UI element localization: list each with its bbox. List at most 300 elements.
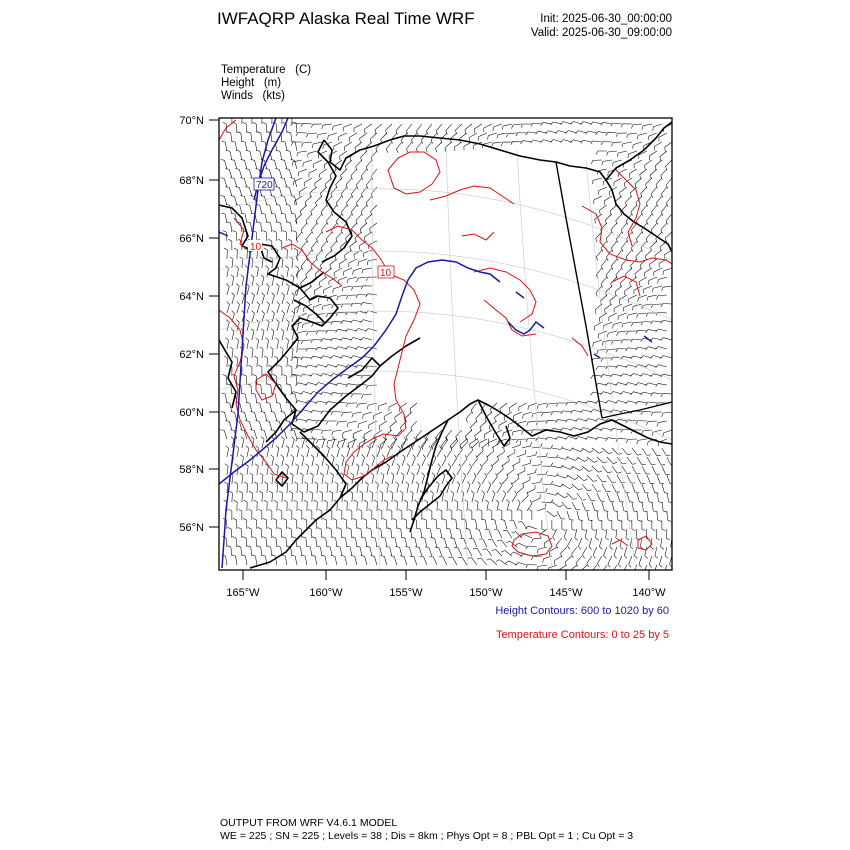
wind-barb	[479, 439, 487, 443]
wind-barb-flag	[293, 518, 297, 520]
wind-barb	[308, 151, 317, 153]
wind-barb-flag	[466, 419, 468, 423]
wind-barb	[386, 520, 387, 529]
wind-barb	[296, 214, 302, 220]
wind-barb	[267, 250, 268, 259]
wind-barb-flag	[585, 538, 588, 540]
wind-barb-flag	[451, 491, 454, 493]
wind-barb-flag	[302, 143, 303, 147]
wind-barb	[328, 439, 337, 441]
wind-barb	[343, 355, 352, 358]
wind-barb-flag	[284, 248, 287, 250]
wind-barb	[608, 151, 617, 152]
wind-barb	[259, 421, 262, 430]
wind-barb	[528, 564, 537, 565]
wind-barb	[600, 295, 607, 301]
wind-barb-flag	[602, 572, 604, 575]
wind-barb	[654, 142, 662, 147]
wind-barb-flag	[257, 132, 261, 133]
wind-barb	[627, 475, 631, 483]
wind-barb	[328, 364, 337, 367]
wind-barb	[225, 142, 227, 151]
wind-barb	[241, 529, 242, 538]
wind-barb	[323, 124, 332, 125]
wind-barb-flag	[251, 196, 255, 197]
wind-barb	[613, 391, 622, 394]
wind-barb	[568, 419, 577, 421]
wind-barb	[333, 356, 342, 358]
wind-barb	[601, 259, 606, 266]
wind-barb-flag	[561, 411, 563, 414]
wind-barb-flag	[428, 509, 432, 511]
wind-barb	[363, 320, 372, 322]
wind-barb	[604, 196, 612, 201]
wind-barb	[360, 223, 367, 229]
wind-barb-flag	[253, 374, 257, 376]
wind-barb	[232, 349, 233, 358]
wind-barb-flag	[601, 392, 604, 395]
wind-barb	[592, 466, 598, 472]
wind-barb-flag	[228, 509, 232, 511]
wind-barb-flag	[590, 450, 593, 452]
wind-barb	[368, 294, 377, 295]
wind-barb	[665, 142, 672, 147]
wind-barb	[294, 178, 297, 187]
wind-barb	[292, 313, 295, 322]
wind-barb-flag	[357, 528, 361, 529]
wind-barb	[598, 169, 607, 171]
wind-barb-flag	[270, 473, 273, 475]
wind-barb-flag	[656, 538, 659, 540]
wind-barb	[667, 511, 668, 520]
wind-barb	[487, 451, 494, 457]
wind-barb-flag	[498, 509, 502, 511]
wind-barb	[587, 511, 589, 520]
wind-barb	[304, 178, 312, 183]
wind-barb	[246, 538, 247, 547]
wind-barb	[470, 421, 476, 427]
wind-barb	[600, 205, 607, 210]
wind-barb-flag	[573, 498, 577, 499]
wind-barb	[277, 286, 279, 295]
wind-barb	[657, 493, 659, 502]
wind-barb	[618, 365, 627, 367]
wind-barb-flag	[263, 230, 267, 232]
wind-barb	[604, 547, 607, 555]
wind-barb-flag	[353, 518, 357, 520]
wind-barb	[497, 469, 503, 475]
wind-barb	[643, 392, 652, 394]
wind-barb-flag	[304, 500, 307, 502]
wind-barb	[293, 392, 302, 394]
wind-barb	[308, 382, 317, 385]
wind-barb	[489, 530, 492, 538]
wind-barb	[649, 277, 657, 281]
wind-barb-flag	[248, 365, 252, 367]
wind-barb-flag	[226, 150, 230, 151]
wind-barb	[633, 339, 642, 340]
wind-barb	[316, 232, 322, 239]
wind-barb-flag	[518, 509, 522, 511]
wind-barb	[603, 375, 612, 376]
wind-barb	[330, 259, 337, 265]
init-time: Init: 2025-06-30_00:00:00	[540, 13, 672, 25]
wind-barb-flag	[576, 563, 578, 567]
wind-barb	[346, 538, 347, 547]
wind-barb	[611, 223, 617, 230]
wind-barb	[280, 151, 282, 160]
wind-barb-flag	[618, 316, 619, 320]
wind-barb	[435, 538, 437, 547]
wind-barb	[282, 295, 285, 304]
wind-barb	[227, 448, 229, 457]
wind-barb	[462, 459, 467, 466]
wind-barb	[297, 448, 299, 457]
wind-barb-flag	[306, 332, 308, 336]
wind-barb	[542, 502, 551, 503]
wind-barb-flag	[327, 528, 331, 530]
wind-barb-flag	[241, 412, 245, 413]
wind-barb	[297, 304, 300, 313]
wind-barb-flag	[416, 482, 419, 485]
wind-barb-flag	[271, 329, 274, 332]
wind-barb-flag	[478, 482, 481, 485]
lon-label: 155°W	[389, 587, 423, 599]
wind-barb	[305, 286, 312, 291]
wind-barb-flag	[244, 356, 247, 358]
wind-barb	[656, 529, 657, 538]
wind-barb-flag	[645, 556, 648, 559]
wind-barb	[553, 122, 562, 124]
wind-barb	[327, 466, 329, 475]
wind-barb	[363, 268, 372, 270]
wind-barb	[648, 421, 657, 422]
wind-barb-flag	[611, 410, 614, 413]
wind-barb	[291, 547, 292, 556]
wind-barb	[337, 484, 338, 493]
wind-barb-flag	[475, 529, 479, 530]
wind-barb	[633, 322, 642, 323]
wind-barb-flag	[285, 187, 289, 188]
wind-barb	[348, 312, 357, 313]
wind-barb-flag	[326, 330, 328, 333]
wind-barb	[358, 259, 366, 262]
wind-barb-flag	[556, 473, 558, 476]
wind-barb	[261, 529, 262, 538]
wind-barb-flag	[301, 340, 303, 344]
wind-barb	[274, 178, 277, 187]
wind-barb	[343, 321, 352, 322]
wind-barb	[296, 376, 297, 385]
wind-barb-flag	[641, 356, 644, 359]
wind-barb-flag	[341, 555, 345, 556]
wind-barb	[422, 458, 426, 466]
wind-barb-flag	[345, 255, 346, 259]
wind-barb	[646, 196, 652, 203]
wind-barb	[472, 493, 474, 502]
wind-barb	[547, 475, 556, 476]
wind-barb	[667, 457, 671, 465]
wind-barb-flag	[337, 528, 341, 529]
wind-barb-flag	[320, 473, 323, 475]
wind-barb-flag	[652, 529, 656, 531]
wind-barb-flag	[419, 446, 421, 449]
wind-barb	[543, 122, 552, 124]
wind-barb	[271, 547, 272, 556]
wind-barb-flag	[531, 556, 533, 560]
wind-barb	[497, 485, 502, 493]
wind-barb-flag	[501, 550, 505, 552]
wind-barb-flag	[530, 500, 532, 504]
wind-barb	[331, 529, 332, 538]
wind-barb-flag	[225, 421, 229, 422]
wind-barb	[638, 133, 647, 135]
wind-barb-flag	[300, 473, 303, 475]
wind-barb	[462, 557, 467, 565]
wind-barb-flag	[607, 152, 608, 156]
wind-barb	[271, 133, 272, 142]
wind-barb	[287, 466, 289, 475]
wind-barb	[442, 458, 446, 466]
wind-barb	[308, 365, 317, 367]
wind-barb	[333, 321, 342, 322]
wind-barb-flag	[406, 482, 409, 484]
wind-barb	[291, 529, 292, 538]
wind-barb	[257, 304, 260, 313]
wind-barb-flag	[269, 491, 272, 493]
wind-barb	[262, 331, 264, 340]
wind-barb	[642, 466, 646, 474]
wind-barb	[316, 214, 322, 221]
wind-barb-flag	[240, 430, 244, 431]
wind-barb-flag	[267, 222, 271, 223]
wind-barb	[483, 539, 487, 547]
wind-barb-flag	[620, 192, 621, 196]
wind-barb	[633, 392, 642, 394]
wind-barb-flag	[361, 555, 365, 556]
wind-barb-flag	[371, 473, 374, 476]
wind-barb	[305, 196, 312, 202]
wind-barb	[517, 454, 525, 457]
wind-barbs	[220, 113, 680, 576]
wind-barb	[430, 529, 431, 538]
wind-barb	[440, 529, 442, 538]
wind-barb	[323, 339, 332, 340]
wind-barb	[500, 560, 507, 565]
wind-barb	[232, 295, 235, 304]
wind-barb-flag	[234, 248, 237, 250]
wind-barb	[375, 538, 376, 547]
wind-barb-flag	[489, 426, 490, 430]
wind-barb	[479, 529, 482, 538]
wind-barb	[647, 457, 652, 465]
wind-barb	[282, 259, 283, 268]
wind-barb-flag	[268, 365, 272, 367]
wind-barb	[358, 421, 366, 424]
wind-barb-flag	[635, 184, 636, 188]
wind-barb	[370, 223, 377, 228]
temperature-contours-note: Temperature Contours: 0 to 25 by 5	[495, 629, 669, 641]
wind-barb	[225, 160, 227, 169]
wind-barb	[477, 468, 482, 475]
wind-barb	[287, 340, 289, 349]
wind-barb	[406, 430, 412, 437]
wind-barb-flag	[285, 169, 289, 170]
wind-barb	[389, 403, 397, 407]
wind-barb	[257, 340, 259, 349]
wind-barb	[416, 142, 422, 149]
wind-barb-flag	[634, 556, 637, 559]
wind-barb-flag	[289, 491, 292, 493]
wind-barb-flag	[613, 462, 617, 463]
wind-barb-flag	[471, 410, 473, 414]
wind-barb	[234, 196, 236, 205]
wind-barb-flag	[664, 573, 667, 576]
wind-barb-flag	[491, 464, 493, 468]
wind-barb-flag	[292, 537, 296, 538]
wind-barb-flag	[254, 356, 257, 358]
wind-barb	[477, 548, 482, 556]
wind-barb-flag	[256, 150, 260, 151]
wind-barb	[567, 511, 570, 520]
wind-barb-flag	[314, 500, 317, 502]
wind-barb	[615, 196, 622, 202]
wind-barb	[608, 556, 612, 564]
wind-barb	[251, 223, 252, 232]
field-unit: (m)	[263, 77, 282, 89]
wind-barb-flag	[294, 500, 297, 502]
wind-barb-flag	[387, 528, 391, 529]
wind-barb	[598, 419, 607, 421]
wind-barb	[291, 385, 292, 394]
wind-barb	[594, 196, 602, 200]
wind-barb	[447, 450, 452, 457]
wind-barb-flag	[257, 384, 261, 385]
wind-barb	[627, 493, 630, 502]
wind-barb	[297, 250, 298, 259]
wind-barb	[227, 340, 229, 349]
wind-barb	[519, 543, 527, 547]
wind-barb-flag	[621, 340, 623, 344]
wind-barb-flag	[425, 547, 429, 548]
wind-barb	[338, 365, 347, 367]
wind-barb	[637, 457, 642, 465]
wind-barb	[610, 205, 617, 211]
wind-barb-flag	[506, 500, 509, 503]
wind-barb	[410, 403, 417, 409]
wind-barb-flag	[611, 123, 613, 126]
wind-barb-flag	[605, 309, 606, 313]
wind-barb-flag	[453, 473, 456, 476]
wind-barb-flag	[662, 529, 666, 531]
wind-barb-flag	[266, 284, 269, 287]
wind-barb-flag	[286, 320, 289, 323]
wind-barb-flag	[511, 552, 514, 554]
wind-barb-flag	[250, 347, 253, 349]
wind-barb-flag	[521, 124, 523, 128]
wind-barb-flag	[313, 307, 314, 311]
wind-barb	[356, 178, 362, 185]
wind-barb-flag	[281, 437, 284, 440]
wind-barb-flag	[325, 482, 328, 484]
wind-barb	[386, 142, 392, 149]
wind-barb-flag	[226, 446, 229, 448]
wind-barb	[282, 493, 283, 502]
wind-barb-flag	[489, 482, 491, 485]
wind-barb-flag	[541, 478, 542, 482]
wind-barb	[261, 223, 262, 232]
wind-barb-flag	[226, 402, 230, 403]
wind-barb	[382, 493, 383, 502]
wind-barb-flag	[341, 304, 343, 308]
wind-barb	[336, 196, 342, 203]
wind-barb-flag	[384, 500, 387, 502]
wind-barb	[385, 538, 387, 547]
wind-barb	[620, 187, 627, 192]
wind-barb	[252, 313, 255, 322]
wind-barb	[618, 383, 627, 385]
wind-barb-flag	[591, 572, 593, 576]
wind-barb-flag	[631, 356, 634, 359]
wind-barb	[353, 286, 362, 287]
wind-barb	[632, 466, 637, 474]
wind-barb-flag	[321, 356, 324, 359]
wind-barb	[649, 556, 652, 565]
wind-barb	[450, 133, 457, 139]
wind-barb	[372, 493, 373, 502]
wind-barb	[315, 556, 317, 565]
wind-barb	[538, 547, 547, 549]
wind-barb	[320, 547, 321, 556]
wind-barb-flag	[608, 472, 612, 473]
wind-barb	[387, 449, 390, 457]
footer-model-line: OUTPUT FROM WRF V4.6.1 MODEL	[220, 817, 398, 829]
wind-barb	[416, 520, 417, 529]
wind-barb-flag	[512, 532, 516, 533]
wind-barb	[297, 340, 299, 349]
wind-barb	[301, 241, 306, 248]
wind-barb-flag	[341, 194, 343, 198]
wind-barb	[625, 268, 631, 274]
wind-barb-flag	[280, 347, 283, 349]
wind-barb-flag	[497, 441, 498, 445]
wind-barb	[497, 452, 504, 457]
wind-barb	[237, 484, 238, 493]
wind-barb-flag	[287, 132, 291, 133]
wind-barb	[361, 187, 367, 194]
wind-barb-flag	[616, 538, 619, 540]
wind-barb	[651, 187, 657, 194]
wind-barb	[232, 475, 233, 484]
wind-barb-flag	[225, 338, 228, 340]
wind-barb	[338, 383, 347, 385]
wind-barb	[613, 374, 622, 376]
wind-barb	[643, 374, 652, 376]
wind-barb	[537, 508, 546, 511]
wind-barb-flag	[341, 455, 344, 458]
wind-barb	[345, 556, 347, 565]
wind-barb	[257, 358, 258, 367]
wind-barb	[287, 484, 288, 493]
wind-barb	[623, 142, 632, 144]
wind-barb-flag	[235, 187, 239, 188]
wind-barb	[636, 529, 637, 538]
wind-barb	[637, 493, 639, 502]
wind-barb-flag	[497, 540, 501, 541]
wind-barb-flag	[647, 441, 648, 445]
wind-barb	[656, 214, 662, 221]
wind-barb-flag	[364, 500, 367, 502]
